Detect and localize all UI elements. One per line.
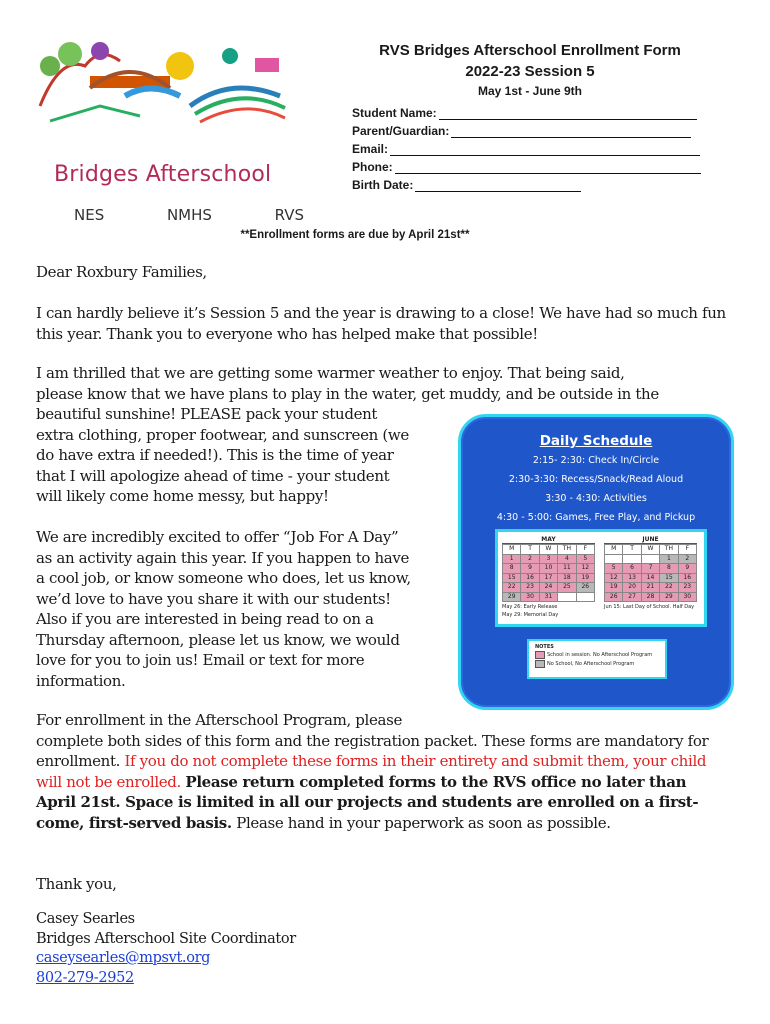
schedule-row: 4:30 - 5:00: Games, Free Play, and Pickup: [496, 512, 696, 523]
calendar-date: 8: [660, 564, 678, 574]
calendar-date: 19: [605, 583, 623, 593]
calendar-date: 29: [660, 593, 678, 603]
calendar-date: 16: [679, 574, 697, 584]
school-list: [74, 206, 304, 224]
daily-schedule: [458, 414, 734, 710]
form-header: [330, 40, 730, 192]
form-dates: May 1st - June 9th: [477, 84, 583, 98]
form-title: RVS Bridges Afterschool Enrollment Form: [379, 42, 681, 59]
calendar-day-header: F: [577, 545, 595, 555]
signature-title: Bridges Afterschool Site Coordinator: [36, 930, 296, 947]
calendar-date: 13: [623, 574, 641, 584]
calendar-date: 8: [503, 564, 521, 574]
parent-field[interactable]: Parent/Guardian:: [352, 120, 730, 138]
paragraph-enrollment: For enrollment in the Afterschool Program, please complete both sides of this form and the registration packet. These forms are mandatory for enrollment. If you do not complete these forms in their entirety and submit them, your child will not be enrolled. Please return completed forms to the RVS office no later than April 21st. Space is limited in all our projects and students are enrolled on a first-come, first-served basis. Please hand in your paperwork as soon as possible.: [36, 711, 709, 832]
school-name: NES: [74, 206, 105, 224]
calendar-legend: NOTES School in session. No Afterschool Program No School, No Afterschool Program: [527, 639, 667, 679]
calendar-date: 12: [605, 574, 623, 584]
schedule-row: 3:30 - 4:30: Activities: [545, 493, 647, 504]
student-name-field[interactable]: Student Name:: [352, 102, 730, 120]
calendar-date: 3: [540, 555, 558, 565]
program-logo: [30, 36, 304, 224]
calendar-date: 31: [540, 593, 558, 603]
calendar-date: 15: [660, 574, 678, 584]
calendar-date: [623, 555, 641, 565]
logo-illustration: [30, 36, 290, 131]
calendar-date: 1: [660, 555, 678, 565]
calendar-date: 23: [521, 583, 539, 593]
calendar: [495, 529, 707, 627]
calendar-date: [642, 555, 660, 565]
calendar-date: 22: [660, 583, 678, 593]
greeting: Dear Roxbury Families,: [36, 263, 207, 281]
calendar-date: [558, 593, 576, 603]
calendar-date: 2: [521, 555, 539, 565]
calendar-day-header: T: [521, 545, 539, 555]
school-name: NMHS: [166, 206, 212, 224]
calendar-date: 12: [577, 564, 595, 574]
paragraph-session: I can hardly believe it’s Session 5 and the year is drawing to a close! We have had so much fun this year. Thank you to everyone who has helped make that possible!: [36, 304, 726, 343]
warning-text: If you do not complete these forms in their entirety and submit them, your child will not be enrolled.: [36, 752, 707, 791]
legend-swatch: [535, 660, 545, 668]
phone-link[interactable]: 802-279-2952: [36, 969, 134, 986]
closing: Thank you,: [36, 875, 117, 893]
calendar-date: 7: [642, 564, 660, 574]
calendar-date: 9: [521, 564, 539, 574]
calendar-date: 15: [503, 574, 521, 584]
phone-field[interactable]: Phone:: [352, 156, 730, 174]
calendar-day-header: M: [605, 545, 623, 555]
calendar-date: 22: [503, 583, 521, 593]
calendar-date: 11: [558, 564, 576, 574]
calendar-day-header: M: [503, 545, 521, 555]
calendar-day-header: TH: [660, 545, 678, 555]
schedule-row: 2:15- 2:30: Check In/Circle: [532, 455, 660, 466]
calendar-day-header: W: [642, 545, 660, 555]
logo-title: Bridges Afterschool: [54, 162, 272, 187]
calendar-date: 29: [503, 593, 521, 603]
calendar-day-header: TH: [558, 545, 576, 555]
due-date-note: **Enrollment forms are due by April 21st**: [240, 229, 470, 241]
calendar-date: [577, 593, 595, 603]
calendar-date: 24: [540, 583, 558, 593]
calendar-date: 30: [679, 593, 697, 603]
calendar-date: 26: [577, 583, 595, 593]
calendar-date: 1: [503, 555, 521, 565]
paragraph-weather: I am thrilled that we are getting some warmer weather to enjoy. That being said, please know that we have plans to play in the water, get muddy, and be outside in the beautiful sunshine! PLEASE pack your student extra clothing, proper footwear, and sunscreen (we do have extra if needed!). This is the time of year that I will apologize ahead of time - your student will likely come home messy, but happy!: [36, 364, 659, 505]
birth-date-field[interactable]: Birth Date:: [352, 174, 730, 192]
calendar-date: 5: [605, 564, 623, 574]
form-session: 2022-23 Session 5: [465, 63, 595, 80]
paragraph-job-for-a-day: We are incredibly excited to offer “Job For A Day” as an activity again this year. If you happen to have a cool job, or know someone who does, let us know, we’d love to have you share it with our students! Also if you are interested in being read to on a Thursday afternoon, please let us know, we would love for you to join us! Email or text for more information.: [36, 528, 411, 690]
calendar-date: 10: [540, 564, 558, 574]
calendar-date: 2: [679, 555, 697, 565]
calendar-date: 6: [623, 564, 641, 574]
email-link[interactable]: caseysearles@mpsvt.org: [36, 950, 211, 966]
calendar-date: 19: [577, 574, 595, 584]
schedule-row: 2:30-3:30: Recess/Snack/Read Aloud: [508, 474, 684, 485]
calendar-date: 26: [605, 593, 623, 603]
calendar-date: 16: [521, 574, 539, 584]
calendar-date: 18: [558, 574, 576, 584]
calendar-date: 5: [577, 555, 595, 565]
calendar-date: [605, 555, 623, 565]
schedule-title: Daily Schedule: [539, 433, 653, 449]
calendar-date: 23: [679, 583, 697, 593]
calendar-day-header: W: [540, 545, 558, 555]
school-name: RVS: [274, 206, 304, 224]
email-field[interactable]: Email:: [352, 138, 730, 156]
calendar-date: 28: [642, 593, 660, 603]
calendar-may: MAY M T W TH F 1 2 3 4 5 8 9 10 11 12 15 16 17 18 19 22 23 24 25 26 29 30 31 May 26: Early Release May 29: Memorial Day: [502, 536, 595, 618]
calendar-date: 14: [642, 574, 660, 584]
signature-name: Casey Searles: [36, 911, 135, 927]
signature: [36, 910, 296, 988]
deadline-text: Please return completed forms to the RVS office no later than April 21st. Space is limited in all our projects and students are enrolled on a first-come, first-served basis.: [36, 772, 699, 832]
calendar-june: JUNE M T W TH F 1 2 5 6 7 8 9 12 13 14 15 16 19 20 21 22 23 26 27 28 29 30 Jun 15: Last Day of School. Half Day: [604, 536, 697, 610]
calendar-day-header: T: [623, 545, 641, 555]
calendar-date: 20: [623, 583, 641, 593]
legend-swatch: [535, 651, 545, 659]
calendar-date: 17: [540, 574, 558, 584]
form-fields: [330, 102, 730, 192]
calendar-day-header: F: [679, 545, 697, 555]
calendar-date: 30: [521, 593, 539, 603]
calendar-date: 25: [558, 583, 576, 593]
calendar-date: 9: [679, 564, 697, 574]
calendar-date: 27: [623, 593, 641, 603]
calendar-date: 21: [642, 583, 660, 593]
calendar-date: 4: [558, 555, 576, 565]
